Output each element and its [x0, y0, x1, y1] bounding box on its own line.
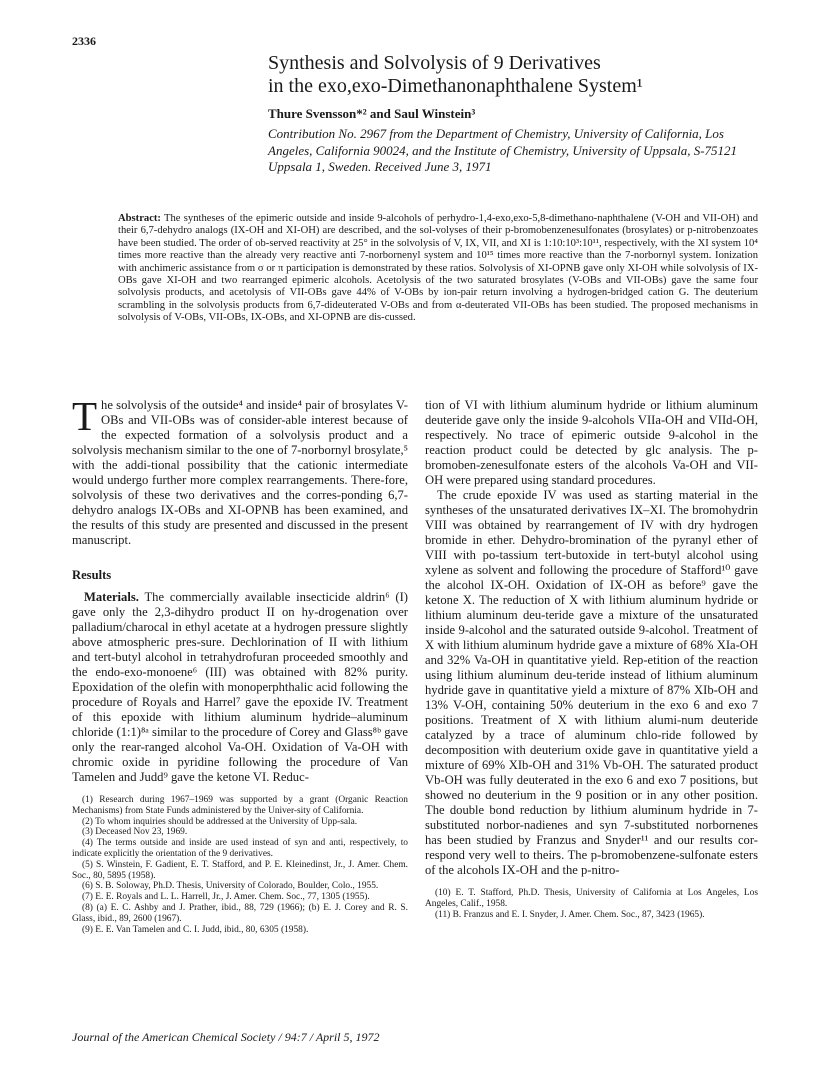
abstract — [118, 213, 758, 325]
right-column — [425, 398, 758, 920]
intro-paragraph — [72, 393, 408, 548]
authors: Thure Svensson*² and Saul Winstein³ — [268, 106, 476, 121]
body-paragraph: The crude epoxide IV was used as starting material in the syntheses of the unsaturated derivatives IX–XI. The bromohydrin VIII was obtained by rearrangement of IV with dry hydrogen bromide in ether. Dehydro-bromination of the pyranyl ether of VIII with po-tassium tert-butoxide in tert-butyl alcohol using xylene as solvent and following the procedure of Stafford¹⁰ gave the alcohol IX-OH. Oxidation of IX-OH as before⁹ gave the ketone X. The reduction of X with lithium aluminum hydride or lithium aluminum deu-teride gave a mixture of the unsaturated inside 9-alcohol and the saturated outside 9-alcohol. Treatment of X with lithium aluminum hydride gave a mixture of 68% XIa-OH and 32% Va-OH in quantitative yield. Rep-etition of the reaction using lithium aluminum deu-teride instead of lithium aluminum hydride gave in quantitative yield a mixture of 87% XIb-OH and 13% V-OH, containing 50% deuterium in the exo 6 and exo 7 positions. Treatment of X with lithium alumi-num deuteride catalyzed by a trace of aluminum chlo-ride followed by decomposition with deuterium oxide gave in quantitative yield a mixture of 69% XIb-OH and 31% Vb-OH. The saturated product Vb-OH was fully deuterated in the exo 6 and exo 7 positions, but showed no deuterium in the 9 position or in any other position. The double bond reduction by lithium aluminum hydride in 7-substituted norbor-nadienes and syn 7-substituted norbornenes has been studied by Franzus and Snyder¹¹ and our results cor-respond very well to theirs. The p-bromobenzene-sulfonate esters of the alcohols IX-OH and the p-nitro- — [425, 488, 758, 877]
footnotes-left — [72, 795, 408, 935]
footnote: (8) (a) E. C. Ashby and J. Prather, ibid., 88, 729 (1966); (b) E. J. Corey and R. S. Glass, ibid., 89, 2600 (1967). — [72, 902, 408, 924]
journal-footer: Journal of the American Chemical Society / 94:7 / April 5, 1972 — [72, 1030, 380, 1044]
abstract-label: Abstract: — [118, 213, 161, 224]
materials-text: The commercially available insecticide aldrin⁶ (I) gave only the 2,3-dihydro product II on hy-drogenation over palladium/charocal in ethyl acetate at a hydrogen pressure slightly above atmospheric pres-sure. Dechlorination of II with lithium and tert-butyl alcohol in tetrahydrofuran proceeded smoothly and the endo-exo-monoene⁶ (III) was obtained with 82% purity. Epoxidation of the olefin with monoperphthalic acid following the procedure of Royals and Harrel⁷ gave the epoxide IV. Treatment of this epoxide with lithium aluminum hydride–aluminum chloride (1:1)⁸ᵃ similar to the procedure of Corey and Glass⁸ᵇ gave only the rear-ranged alcohol Va-OH. Oxidation of Va-OH with chromic oxide in pyridine following the procedure of Van Tamelen and Judd⁹ gave the ketone VI. Reduc- — [72, 590, 408, 784]
footnote: (4) The terms outside and inside are used instead of syn and anti, respectively, to indicate explicitly the orientation of the 9 derivatives. — [72, 838, 408, 859]
footnotes-right — [425, 888, 758, 920]
footnote: (5) S. Winstein, F. Gadient, E. T. Stafford, and P. E. Kleinedinst, Jr., J. Amer. Chem. Soc., 80, 5895 (1958). — [72, 859, 408, 881]
footnote: (1) Research during 1967–1969 was supported by a grant (Organic Reaction Mechanisms) from State Funds administered by the Univer-sity of California. — [72, 795, 408, 816]
page-number: 2336 — [72, 34, 96, 48]
footnote: (10) E. T. Stafford, Ph.D. Thesis, University of California at Los Angeles, Los Angeles, Calif., 1958. — [425, 888, 758, 909]
footnote: (2) To whom inquiries should be addressed at the University of Upp-sala. — [82, 816, 358, 827]
affiliation: Contribution No. 2967 from the Department of Chemistry, University of California, Los Angeles, California 90024, and the Institute of Chemistry, University of Uppsala, S-75121 Uppsala 1, Sweden. Received June 3, 1971 — [268, 126, 738, 174]
footnote: (7) E. E. Royals and L. L. Harrell, Jr., J. Amer. Chem. Soc., 77, 1305 (1955). — [82, 892, 370, 903]
title-line-2: in the exo,exo-Dimethanonaphthalene System¹ — [268, 75, 643, 97]
title-line-1: Synthesis and Solvolysis of 9 Derivatives — [268, 52, 601, 74]
results-heading: Results — [72, 568, 112, 582]
footnote: (6) S. B. Soloway, Ph.D. Thesis, University of Colorado, Boulder, Colo., 1955. — [82, 881, 379, 892]
intro-text: he solvolysis of the outside⁴ and inside⁴ pair of brosylates V-OBs and VII-OBs was of consider-able interest because of the expected formation of a solvolysis product and a solvolysis mechanism similar to the one of 7-norbornyl brosylate,⁵ with the addi-tional possibility that the cationic intermediate would undergo further more complex rearrangements. There-fore, solvolysis of these two derivatives and the corres-ponding 6,7-dehydro analogs IX-OBs and XI-OPNB has been examined, and the results of this study are presented and discussed in the present manuscript. — [72, 398, 408, 547]
abstract-text: The syntheses of the epimeric outside and inside 9-alcohols of perhydro-1,4-exo,exo-5,8-dimethano-naphthalene (V-OH and VII-OH) and their 6,7-dehydro analogs (IX-OH and XI-OH) are described, and the sol-volyses of their p-bromobenzenesulfonates (brosylates) or p-nitrobenzoates have been studied. The order of ob-served reactivity at 25° in the solvolysis of V, IX, VII, and XI is 1:10:10³:10¹¹, respectively, with the XI system 10⁴ times more reactive than the already very reactive anti 7-norbornenyl system and 10¹⁵ times more reactive than the 7-norbornyl system. Ionization with anchimeric assistance from σ or π participation is demonstrated by these ratios. Solvolysis of XI-OPNB gave only XI-OH while solvolysis of IX-OBs gave XI-OH and two rearranged epimeric alcohols. Acetolysis of the two saturated brosylates (V-OBs and VII-OBs) gave the same four solvolysis products, and acetolysis of VII-OBs gave 44% of V-OBs by ion-pair return involving a hydrogen-bridged cation G. The deuterium scrambling in the solvolysis products from 6,7-dideuterated V-OBs and from α-deuterated VII-OBs has been studied. The proposed mechanisms in solvolysis of V-OBs, VII-OBs, IX-OBs, and XI-OPNB are dis-cussed. — [118, 213, 758, 324]
left-column — [72, 393, 408, 935]
footnote: (9) E. E. Van Tamelen and C. I. Judd, ibid., 80, 6305 (1958). — [82, 924, 309, 935]
drop-cap: T — [72, 393, 98, 439]
materials-label: Materials. — [84, 590, 139, 604]
footnote: (11) B. Franzus and E. I. Snyder, J. Amer. Chem. Soc., 87, 3423 (1965). — [435, 909, 705, 920]
footnote: (3) Deceased Nov 23, 1969. — [82, 827, 188, 838]
materials-paragraph — [72, 590, 408, 785]
body-paragraph: tion of VI with lithium aluminum hydride or lithium aluminum deuteride gave only the inside 9-alcohols VIIa-OH and VIId-OH, respectively. No trace of epimeric outside 9-alcohol in the reaction product could be detected by glc analysis. The p-bromoben-zenesulfonate esters of the alcohols Va-OH and VII-OH were prepared using standard procedures. — [425, 398, 758, 487]
article-title — [268, 52, 768, 98]
